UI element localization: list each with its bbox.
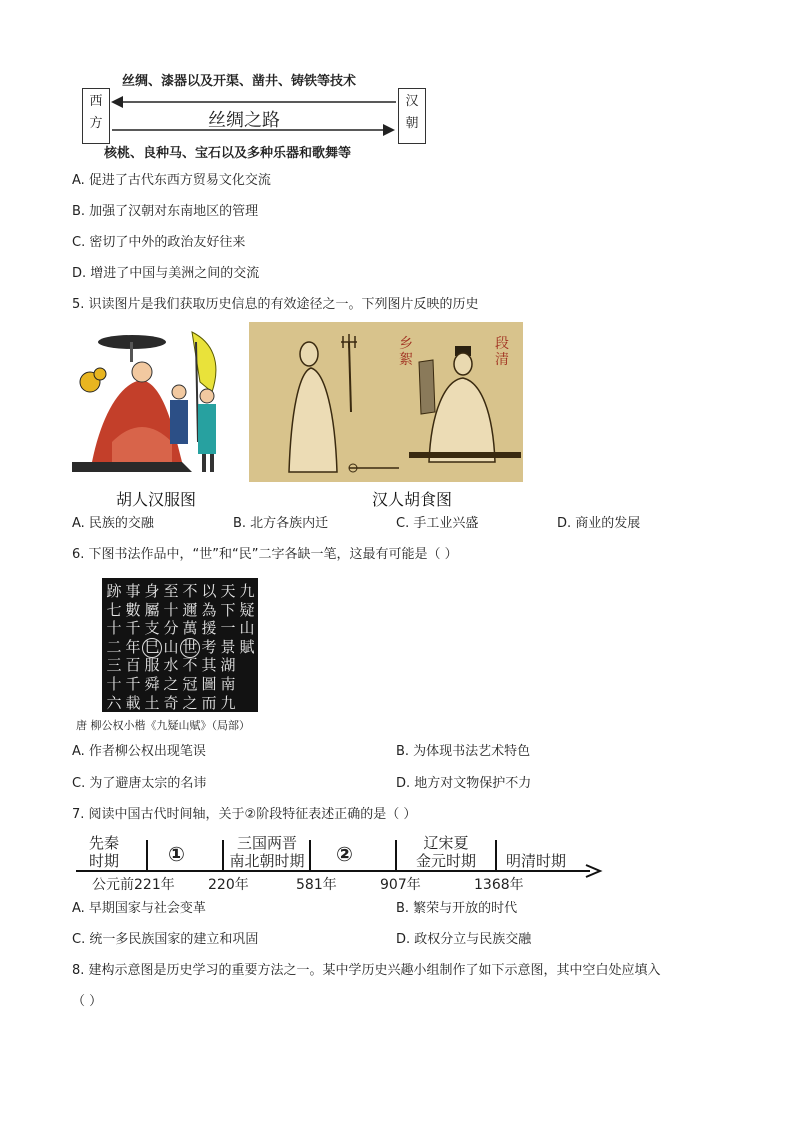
calligraphy-char: 身 (144, 582, 160, 600)
silk-road-bottom-text: 核桃、良种马、宝石以及多种乐器和歌舞等 (104, 146, 352, 161)
calligraphy-char: 山 (163, 637, 179, 656)
calligraphy-char: 千 (125, 674, 141, 693)
circle-mark-shi (180, 638, 200, 658)
calligraphy-char: 考 (201, 637, 217, 656)
year-581: 581年 (296, 877, 337, 893)
calligraphy-char: 巳 (144, 637, 160, 656)
calligraphy-char: 十 (163, 600, 179, 619)
calligraphy-char: 土 (144, 693, 160, 712)
circle-mark-min (142, 638, 162, 658)
calligraphy-char: 其 (201, 656, 217, 675)
calligraphy-char: 載 (125, 693, 141, 712)
year-221bc: 公元前221年 (92, 877, 175, 893)
q4-option-d: D. 增进了中国与美洲之间的交流 (72, 266, 260, 281)
q4-option-c: C. 密切了中外的政治友好往来 (72, 235, 246, 250)
calligraphy-char: 一 (220, 619, 236, 638)
period-three-kingdoms: 三国两晋 南北朝时期 (229, 834, 305, 870)
period-pre-qin: 先秦 时期 (88, 834, 119, 870)
calligraphy-char: 圖 (201, 674, 217, 693)
q7-option-c: C. 统一多民族国家的建立和巩固 (72, 932, 259, 947)
calli-col-4 (161, 582, 181, 712)
calligraphy-image (102, 578, 258, 712)
q6-option-d: D. 地方对文物保护不力 (396, 776, 532, 791)
calligraphy-char: 舜 (144, 674, 160, 693)
calligraphy-char: 不 (182, 582, 198, 600)
calligraphy-char: 三 (106, 656, 122, 675)
calligraphy-char: 屬 (144, 600, 160, 619)
calligraphy-char: 六 (106, 693, 122, 712)
calligraphy-char: 世 (182, 637, 198, 656)
q5-stem: 5. 识读图片是我们获取历史信息的有效途径之一。下列图片反映的历史 (72, 297, 479, 312)
calligraphy-char: 水 (163, 656, 179, 675)
calligraphy-char: 以 (201, 582, 217, 600)
calligraphy-char: 數 (125, 600, 141, 619)
calligraphy-char: 冠 (182, 674, 198, 693)
han-people-hu-food-image (249, 322, 523, 482)
calligraphy-char: 百 (125, 656, 141, 675)
year-220: 220年 (208, 877, 249, 893)
q6-option-c: C. 为了避唐太宗的名讳 (72, 776, 207, 791)
calligraphy-char: 不 (182, 656, 198, 675)
year-1368: 1368年 (474, 877, 524, 893)
calligraphy-char: 十 (106, 674, 122, 693)
calligraphy-char: 九 (220, 693, 236, 712)
calligraphy-char: 十 (106, 619, 122, 638)
q5-option-b: B. 北方各族内迁 (233, 516, 329, 531)
q5-option-c: C. 手工业兴盛 (396, 516, 479, 531)
q7-option-d: D. 政权分立与民族交融 (396, 932, 532, 947)
q5-option-d: D. 商业的发展 (557, 516, 641, 531)
calligraphy-caption: 唐 柳公权小楷《九疑山赋》（局部） (76, 719, 250, 732)
q6-stem: 6. 下图书法作品中，“世”和“民”二字各缺一笔，这最有可能是（ ） (72, 547, 458, 562)
q8-stem-continued: （ ） (72, 994, 103, 1009)
calligraphy-char: 湖 (220, 656, 236, 675)
q4-option-a: A. 促进了古代东西方贸易文化交流 (72, 173, 271, 188)
calligraphy-char: 景 (220, 637, 236, 656)
calligraphy-char: 南 (220, 674, 236, 693)
silk-road-diagram (78, 68, 436, 160)
calligraphy-char: 下 (220, 600, 236, 619)
calligraphy-char: 疑 (239, 600, 255, 619)
timeline (74, 830, 606, 894)
caption-han-hu-food: 汉人胡食图 (372, 490, 453, 509)
period-liao-song: 辽宋夏 金元时期 (415, 834, 476, 870)
calli-col-1 (104, 582, 124, 712)
q6-option-b: B. 为体现书法艺术特色 (396, 744, 531, 759)
calligraphy-char: 二 (106, 637, 122, 656)
calligraphy-char: 分 (163, 619, 179, 638)
calligraphy-char: 賦 (239, 637, 255, 656)
q7-option-a: A. 早期国家与社会变革 (72, 901, 206, 916)
calligraphy-char: 而 (201, 693, 217, 712)
q4-option-b: B. 加强了汉朝对东南地区的管理 (72, 204, 259, 219)
calligraphy-char: 天 (220, 582, 236, 600)
period-marker-2: ② (336, 842, 353, 866)
east-label-1: 汉 (405, 94, 419, 109)
calligraphy-char: 之 (182, 693, 198, 712)
silk-road-middle-text: 丝绸之路 (208, 110, 280, 131)
calligraphy-char: 奇 (163, 693, 179, 712)
calligraphy-char: 援 (201, 619, 217, 638)
calligraphy-char: 山 (239, 619, 255, 638)
calligraphy-char: 七 (106, 600, 122, 619)
calli-col-7 (218, 582, 238, 712)
calligraphy-char: 邇 (182, 600, 198, 619)
calli-col-2 (123, 582, 143, 712)
inscription-left: 乡 絮 (399, 336, 413, 368)
silk-road-top-text: 丝绸、漆器以及开渠、凿井、铸铁等技术 (122, 74, 357, 89)
west-label-1: 西 (89, 94, 103, 109)
calligraphy-char: 服 (144, 656, 160, 675)
calligraphy-char: 之 (163, 674, 179, 693)
caption-hu-han-clothing: 胡人汉服图 (116, 490, 197, 509)
west-label-2: 方 (89, 116, 103, 131)
calligraphy-char: 九 (239, 582, 255, 600)
inscription-right: 段 清 (495, 336, 509, 368)
q6-option-a: A. 作者柳公权出现笔误 (72, 744, 206, 759)
q8-stem: 8. 建构示意图是历史学习的重要方法之一。某中学历史兴趣小组制作了如下示意图，其中空白处应填入 (72, 963, 661, 978)
east-label-2: 朝 (405, 116, 419, 131)
q7-stem: 7. 阅读中国古代时间轴，关于②阶段特征表述正确的是（ ） (72, 807, 417, 822)
calligraphy-char: 至 (163, 582, 179, 600)
period-marker-1: ① (168, 842, 185, 866)
q5-option-a: A. 民族的交融 (72, 516, 154, 531)
calli-col-6 (199, 582, 219, 712)
period-ming-qing: 明清时期 (506, 852, 567, 870)
calligraphy-char: 為 (201, 600, 217, 619)
calligraphy-char: 萬 (182, 619, 198, 638)
calli-col-8 (237, 582, 257, 656)
calligraphy-char: 千 (125, 619, 141, 638)
silk-road-west-box (82, 88, 110, 144)
calligraphy-char: 跡 (106, 582, 122, 600)
silk-road-east-box (398, 88, 426, 144)
calligraphy-char: 年 (125, 637, 141, 656)
calligraphy-char: 事 (125, 582, 141, 600)
q7-option-b: B. 繁荣与开放的时代 (396, 901, 518, 916)
calligraphy-char: 支 (144, 619, 160, 638)
year-907: 907年 (380, 877, 421, 893)
hu-people-han-clothing-image (72, 322, 244, 482)
